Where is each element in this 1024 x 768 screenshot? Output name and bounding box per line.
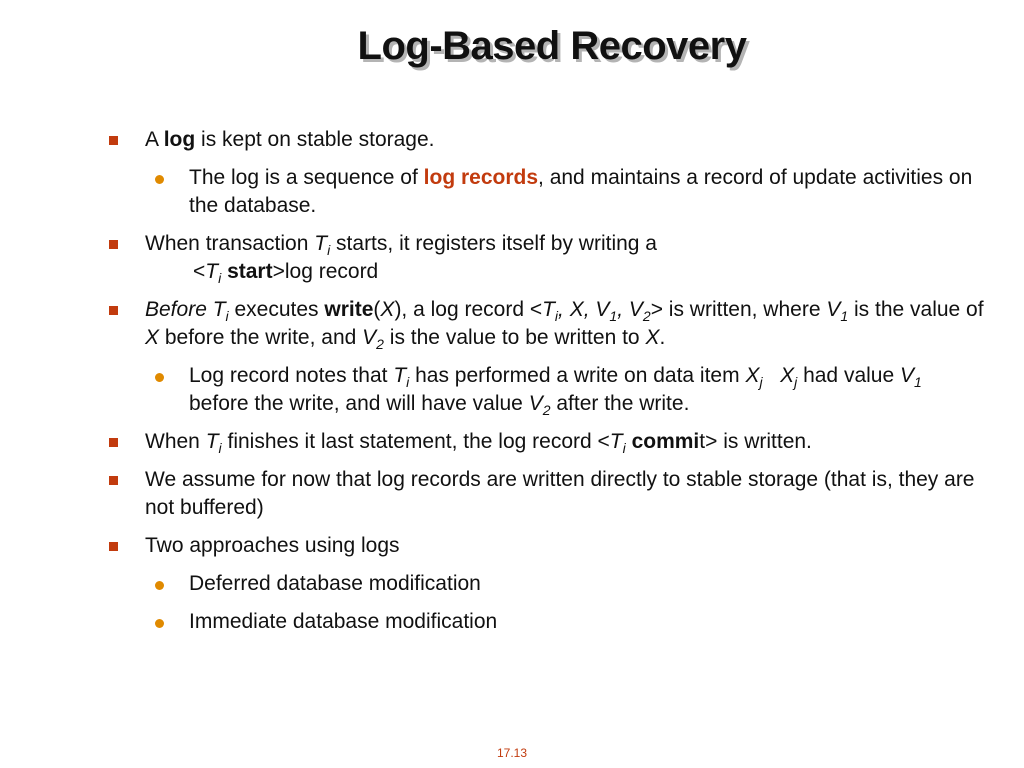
var-X: X bbox=[145, 326, 160, 349]
square-bullet-icon bbox=[109, 438, 118, 447]
text: Deferred database modification bbox=[189, 572, 481, 595]
sub-bullet-log-record-notes bbox=[105, 362, 985, 418]
bullet-commit bbox=[105, 428, 985, 456]
sub-i: i bbox=[327, 242, 331, 258]
page-number: 17.13 bbox=[496, 746, 528, 760]
sub-1: 1 bbox=[840, 308, 849, 324]
var-X: X bbox=[745, 364, 760, 387]
var-T: T bbox=[393, 364, 407, 387]
text: executes bbox=[228, 298, 325, 321]
text: is kept on stable storage. bbox=[195, 128, 435, 151]
bold-start: start bbox=[227, 260, 273, 283]
text: finishes it last statement, the log record < bbox=[221, 430, 610, 453]
text: t> is written. bbox=[699, 430, 812, 453]
bold-write: write bbox=[324, 298, 374, 321]
sub-i: i bbox=[554, 308, 559, 324]
bullet-before-write bbox=[105, 296, 985, 352]
text: When transaction bbox=[145, 232, 315, 255]
sub-i: i bbox=[218, 440, 222, 456]
sub-bullet-log-records bbox=[105, 164, 985, 220]
text: , V bbox=[617, 298, 643, 321]
text: > is written, where bbox=[650, 298, 827, 321]
sub-2: 2 bbox=[642, 308, 651, 324]
sub-1: 1 bbox=[609, 308, 618, 324]
var-X: X bbox=[380, 298, 395, 321]
bullet-transaction-start bbox=[105, 230, 985, 286]
var-T: T bbox=[314, 232, 328, 255]
square-bullet-icon bbox=[109, 542, 118, 551]
var-V: V bbox=[826, 298, 841, 321]
text: The log is a sequence of bbox=[189, 166, 424, 189]
bullet-assume bbox=[105, 466, 985, 522]
text: Immediate database modification bbox=[189, 610, 498, 633]
text: , X, V bbox=[558, 298, 610, 321]
round-bullet-icon bbox=[155, 619, 164, 628]
text: before the write, and bbox=[159, 326, 363, 349]
text: is the value to be written to bbox=[383, 326, 646, 349]
highlight-log-records: log records bbox=[423, 166, 539, 189]
var-T: T bbox=[542, 298, 555, 321]
square-bullet-icon bbox=[109, 476, 118, 485]
text: before the write, and will have value bbox=[189, 392, 529, 415]
sub-bullet-immediate bbox=[105, 608, 985, 636]
text: ( bbox=[373, 298, 381, 321]
sub-bullet-deferred bbox=[105, 570, 985, 598]
text: , and maintains a record of update activities on the database. bbox=[189, 166, 973, 217]
square-bullet-icon bbox=[109, 136, 118, 145]
slide-title: Log-Based Recovery bbox=[357, 24, 747, 68]
sub-j: j bbox=[794, 374, 798, 390]
var-X: X bbox=[645, 326, 660, 349]
sub-i: i bbox=[225, 308, 229, 324]
text: has performed a write on data item bbox=[409, 364, 746, 387]
square-bullet-icon bbox=[109, 240, 118, 249]
before-word: Before bbox=[145, 298, 207, 321]
slide-content bbox=[105, 126, 985, 646]
round-bullet-icon bbox=[155, 175, 164, 184]
text: ), a log record < bbox=[394, 298, 543, 321]
text: after the write. bbox=[550, 392, 690, 415]
sub-i: i bbox=[622, 440, 626, 456]
sub-1: 1 bbox=[914, 374, 922, 390]
text: < bbox=[193, 260, 206, 283]
var-V: V bbox=[899, 364, 914, 387]
round-bullet-icon bbox=[155, 373, 164, 382]
spacer bbox=[763, 364, 781, 387]
var-T: T bbox=[205, 260, 219, 283]
var-T: T bbox=[212, 298, 226, 321]
sub-2: 2 bbox=[542, 402, 551, 418]
sub-i: i bbox=[218, 270, 222, 286]
var-T: T bbox=[609, 430, 623, 453]
sub-j: j bbox=[759, 374, 763, 390]
var-V: V bbox=[528, 392, 543, 415]
text: is the value of bbox=[848, 298, 984, 321]
square-bullet-icon bbox=[109, 306, 118, 315]
round-bullet-icon bbox=[155, 581, 164, 590]
var-T: T bbox=[205, 430, 219, 453]
bold-commit: commi bbox=[631, 430, 700, 453]
text: Two approaches using logs bbox=[145, 534, 400, 557]
text: A bbox=[145, 128, 164, 151]
var-X: X bbox=[780, 364, 795, 387]
text: >log record bbox=[272, 260, 379, 283]
start-record bbox=[145, 258, 378, 286]
bullet-log-kept bbox=[105, 126, 985, 154]
text: We assume for now that log records are written directly to stable storage (that is, they are not buffered) bbox=[145, 468, 975, 519]
bold-term-log: log bbox=[163, 128, 196, 151]
bullet-approaches bbox=[105, 532, 985, 560]
sub-i: i bbox=[406, 374, 410, 390]
text: Log record notes that bbox=[189, 364, 394, 387]
text: . bbox=[659, 326, 666, 349]
text: When bbox=[145, 430, 206, 453]
text: starts, it registers itself by writing a bbox=[330, 232, 657, 255]
var-V: V bbox=[362, 326, 377, 349]
sub-2: 2 bbox=[376, 336, 384, 352]
text: had value bbox=[797, 364, 900, 387]
